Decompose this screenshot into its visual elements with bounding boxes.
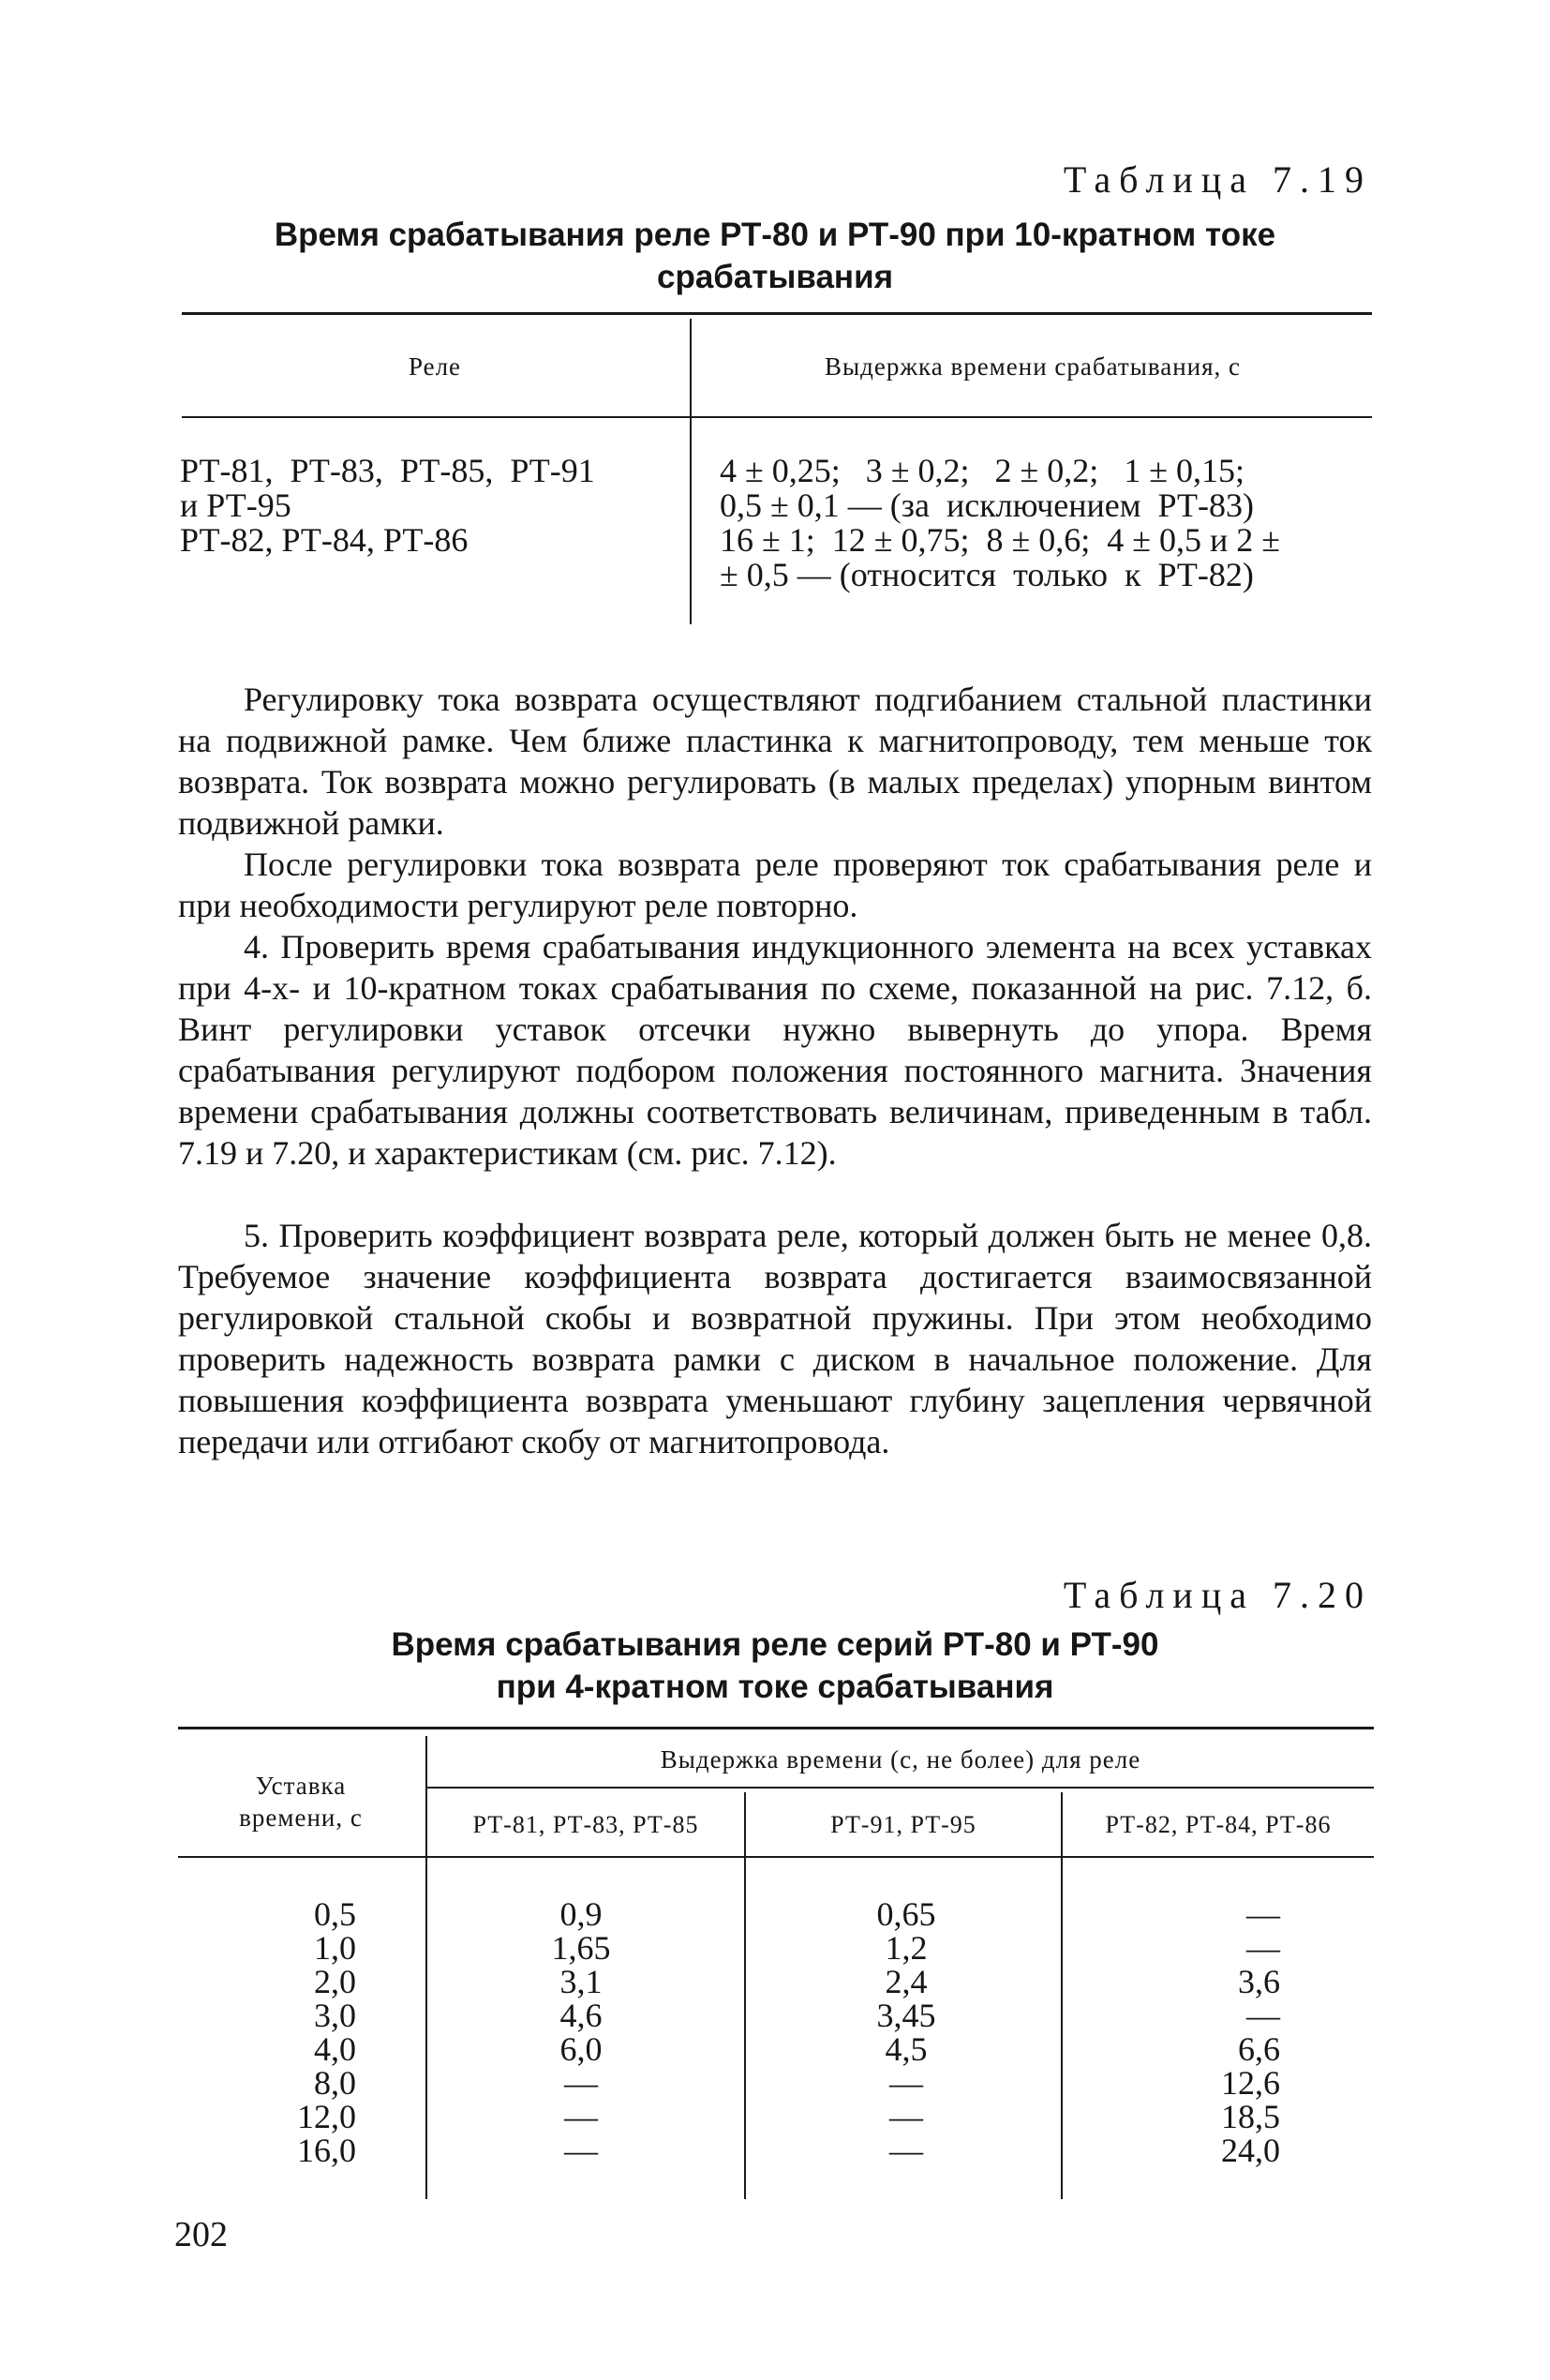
- table-7-19-relay-cell: [180, 454, 686, 558]
- rt91-value: 3,45: [876, 1997, 936, 2034]
- rt82-value: 24,0: [1221, 2132, 1280, 2169]
- rt81-value: 1,65: [551, 1929, 611, 1967]
- table-7-20-top-rule: [178, 1727, 1374, 1729]
- settings-value: 0,5: [314, 1895, 356, 1933]
- rt82-value: —: [1246, 1929, 1280, 1967]
- rt81-value: —: [564, 2064, 598, 2102]
- table-7-19-top-rule: [182, 312, 1372, 315]
- table-7-19-title: [178, 214, 1372, 298]
- paragraph-step-5: 5. Проверить коэффициент возврата реле, который должен быть не менее 0,8. Требуемое значение коэффициента возврата достигается взаимосвязанной регулировкой стальной скобы и возвратной пружины. При этом необходимо проверить надежность возврата рамки с диском в начальное положение. Для повышения коэффициента возврата уменьшают глубину зацепления червячной передачи или отгибают скобу от магнитопровода.: [178, 1217, 1372, 1460]
- col-setting-line2: времени, с: [239, 1804, 363, 1832]
- delay-group-2-line2: ± 0,5 — (относится только к РТ-82): [720, 556, 1254, 593]
- delay-group-1-line2: 0,5 ± 0,1 — (за исключением РТ-83): [720, 486, 1254, 524]
- table-7-20-header-rule: [178, 1856, 1374, 1858]
- table-7-20-divider-3: [1061, 1792, 1063, 2199]
- rt82-value: 12,6: [1221, 2064, 1280, 2102]
- rt91-value: 4,5: [885, 2030, 928, 2068]
- table-7-19-title-line1: Время срабатывания реле РТ-80 и РТ-90 при 10-кратном токе: [274, 217, 1276, 253]
- delay-group-1-line1: 4 ± 0,25; 3 ± 0,2; 2 ± 0,2; 1 ± 0,15;: [720, 452, 1245, 489]
- relay-group-1-line2: и РТ-95: [180, 486, 291, 524]
- subcol-rt82: РТ-82, РТ-84, РТ-86: [1105, 1811, 1332, 1838]
- paragraph-step-4: 4. Проверить время срабатывания индукционного элемента на всех уставках при 4-х- и 10-кратном токах срабатывания по схеме, показанной на рис. 7.12, б. Винт регулировки уставок отсечки нужно вывернуть до упора. Время срабатывания регулируют подбором положения постоянного магнита. Значения времени срабатывания должны соответствовать величинам, приведенным в табл. 7.19 и 7.20, и характеристикам (см. рис. 7.12).: [178, 928, 1372, 1172]
- rt82-value: 6,6: [1238, 2030, 1280, 2068]
- rt91-value: 2,4: [885, 1963, 928, 2000]
- settings-value: 16,0: [297, 2132, 356, 2169]
- table-7-19-col-delay: Выдержка времени срабатывания, с: [824, 352, 1242, 381]
- subcol-rt91: РТ-91, РТ-95: [830, 1811, 976, 1838]
- settings-value: 4,0: [314, 2030, 356, 2068]
- settings-value: 3,0: [314, 1997, 356, 2034]
- table-7-19-title-line2: срабатывания: [656, 259, 894, 295]
- page-number: 202: [174, 2215, 228, 2254]
- table-7-20-divider-1: [425, 1736, 427, 2199]
- rt82-value: —: [1246, 1997, 1280, 2034]
- table-7-20-divider-2: [744, 1792, 746, 2199]
- rt81-value: —: [564, 2132, 598, 2169]
- rt81-value: —: [564, 2098, 598, 2135]
- table-7-19-header-rule: [182, 416, 1372, 418]
- table-7-19-col-relay: Реле: [408, 352, 462, 381]
- relay-group-1-line1: РТ-81, РТ-83, РТ-85, РТ-91: [180, 452, 595, 489]
- rt82-value: 3,6: [1238, 1963, 1280, 2000]
- table-7-20-group-rule: [427, 1787, 1374, 1789]
- rt82-value: —: [1246, 1895, 1280, 1933]
- table-7-19-label: Таблица 7.19: [1063, 158, 1372, 201]
- settings-value: 2,0: [314, 1963, 356, 2000]
- settings-value: 8,0: [314, 2064, 356, 2102]
- relay-group-2: РТ-82, РТ-84, РТ-86: [180, 521, 469, 559]
- subcol-rt81: РТ-81, РТ-83, РТ-85: [472, 1811, 699, 1838]
- rt91-value: —: [889, 2132, 923, 2169]
- rt91-value: —: [889, 2098, 923, 2135]
- delay-group-2-line1: 16 ± 1; 12 ± 0,75; 8 ± 0,6; 4 ± 0,5 и 2 ±: [720, 521, 1281, 559]
- table-7-20-title-line1: Время срабатывания реле серий РТ-80 и РТ-90: [391, 1626, 1159, 1663]
- rt81-value: 4,6: [559, 1997, 603, 2034]
- rt81-value: 0,9: [559, 1895, 603, 1933]
- paragraph-after-adjustment: После регулировки тока возврата реле проверяют ток срабатывания реле и при необходимости регулируют реле повторно.: [178, 846, 1372, 924]
- settings-value: 12,0: [297, 2098, 356, 2135]
- table-7-20-title-line2: при 4-кратном токе срабатывания: [496, 1669, 1054, 1705]
- rt82-value: 18,5: [1221, 2098, 1280, 2135]
- paragraph-return-current: Регулировку тока возврата осуществляют подгибанием стальной пластинки на подвижной рамке. Чем ближе пластинка к магнитопроводу, тем меньше ток возврата. Ток возврата можно регулировать (в малых пределах) упорным винтом подвижной рамки.: [178, 681, 1372, 842]
- rt91-value: —: [889, 2064, 923, 2102]
- table-7-20-col-group: Выдержка времени (с, не более) для реле: [660, 1745, 1141, 1774]
- table-7-20-label: Таблица 7.20: [1063, 1574, 1372, 1616]
- rt81-value: 6,0: [559, 2030, 603, 2068]
- settings-value: 1,0: [314, 1929, 356, 1967]
- table-7-20-title: [178, 1624, 1372, 1708]
- rt81-value: 3,1: [559, 1963, 603, 2000]
- table-7-19-delay-cell: [720, 454, 1376, 592]
- rt91-value: 0,65: [876, 1895, 936, 1933]
- table-7-20-col-setting: [178, 1770, 424, 1834]
- col-setting-line1: Уставка: [255, 1772, 347, 1800]
- rt91-value: 1,2: [885, 1929, 928, 1967]
- table-7-19-column-divider: [690, 319, 692, 624]
